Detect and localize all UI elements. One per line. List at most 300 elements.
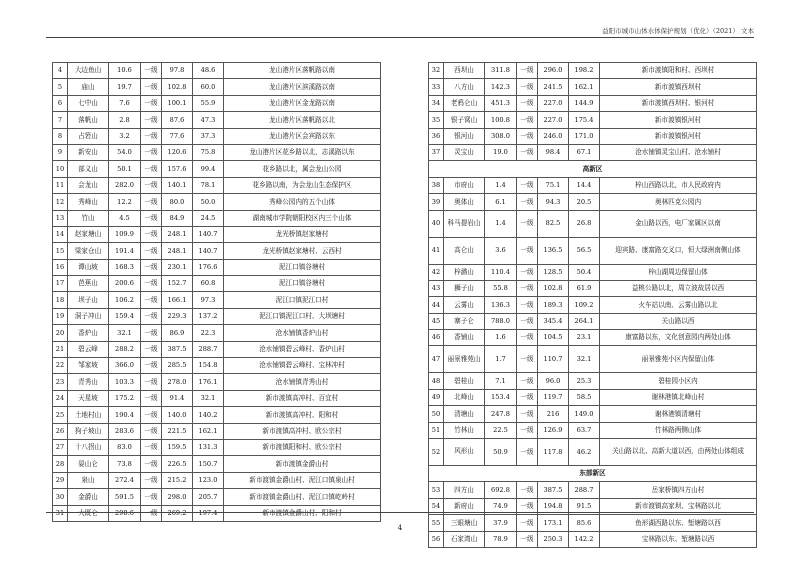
cell-no: 13: [53, 210, 68, 226]
cell-relief: 264.1: [569, 313, 600, 329]
cell-area: 110.4: [485, 264, 517, 280]
cell-name: 竹山: [68, 210, 109, 226]
cell-level: 一级: [517, 531, 538, 547]
mountain-table-right: [428, 62, 757, 548]
cell-relief: 58.5: [569, 389, 600, 405]
cell-level: 一级: [141, 194, 162, 210]
cell-peak: 227.0: [538, 112, 569, 128]
cell-relief: 25.3: [569, 373, 600, 389]
cell-peak: 296.0: [538, 63, 569, 79]
table-row: [429, 297, 757, 313]
cell-relief: 123.0: [193, 472, 224, 488]
cell-name: 香炉山: [68, 325, 109, 341]
table-row: [53, 489, 381, 505]
cell-area: 73.8: [109, 456, 141, 472]
cell-peak: 248.1: [162, 243, 193, 259]
cell-level: 一级: [141, 456, 162, 472]
cell-location: 新市渡镇金爵山村: [224, 456, 381, 472]
table-row: [429, 194, 757, 210]
cell-location: 秀峰公园内的五个山体: [224, 194, 381, 210]
cell-area: 153.4: [485, 389, 517, 405]
cell-peak: 91.4: [162, 390, 193, 406]
table-row: [53, 128, 381, 144]
cell-relief: 22.3: [193, 325, 224, 341]
table-row: [53, 210, 381, 226]
cell-name: 秀峰山: [68, 194, 109, 210]
cell-no: 22: [53, 358, 68, 374]
cell-name: 梁家仓山: [68, 243, 109, 259]
cell-name: 落帆山: [68, 112, 109, 128]
cell-peak: 194.8: [538, 498, 569, 514]
cell-location: 新市渡镇阳和村、西坝村: [600, 63, 757, 79]
cell-relief: 56.5: [569, 237, 600, 264]
cell-level: 一级: [517, 264, 538, 280]
cell-location: 新市渡镇阳和村、欧公宗村: [224, 439, 381, 455]
cell-relief: 78.1: [193, 177, 224, 193]
cell-location: 龙山港片区落帆路以南: [224, 63, 381, 79]
cell-relief: 32.1: [569, 346, 600, 373]
cell-no: 30: [53, 489, 68, 505]
cell-area: 311.8: [485, 63, 517, 79]
table-row: [53, 243, 381, 259]
cell-area: 788.0: [485, 313, 517, 329]
cell-peak: 119.7: [538, 389, 569, 405]
cell-name: 洞子冲山: [68, 308, 109, 324]
page-header: 益阳市城市山体水体保护规划（优化）（2021） 文本: [602, 27, 754, 35]
cell-level: 一级: [517, 346, 538, 373]
table-row: [53, 456, 381, 472]
cell-relief: 137.2: [193, 308, 224, 324]
table-row: [429, 406, 757, 422]
cell-area: 83.0: [109, 439, 141, 455]
cell-location: 沧水铺镇香炉山村: [224, 325, 381, 341]
cell-level: 一级: [141, 308, 162, 324]
cell-relief: 91.5: [569, 498, 600, 514]
cell-level: 一级: [517, 406, 538, 422]
cell-location: 竹林路两侧山体: [600, 422, 757, 438]
cell-area: 19.0: [485, 144, 517, 160]
cell-no: 9: [53, 144, 68, 160]
cell-location: 沧水铺镇碧云峰村、香炉山村: [224, 341, 381, 357]
cell-no: 45: [429, 313, 444, 329]
cell-level: 一级: [517, 63, 538, 79]
cell-name: 老鸦仑山: [444, 95, 485, 111]
cell-area: 37.9: [485, 515, 517, 531]
cell-area: 272.4: [109, 472, 141, 488]
cell-name: 四方山: [444, 482, 485, 498]
cell-peak: 250.3: [538, 531, 569, 547]
cell-area: 136.3: [485, 297, 517, 313]
mountain-table-left: [52, 62, 381, 522]
cell-relief: 144.9: [569, 95, 600, 111]
cell-no: 41: [429, 237, 444, 264]
table-row: [429, 482, 757, 498]
cell-name: 庙山: [68, 79, 109, 95]
cell-no: 20: [53, 325, 68, 341]
cell-relief: 67.1: [569, 144, 600, 160]
table-row: [53, 325, 381, 341]
table-row: [53, 358, 381, 374]
cell-peak: 152.7: [162, 276, 193, 292]
cell-location: 岳家桥镇四方山村: [600, 482, 757, 498]
cell-area: 3.2: [109, 128, 141, 144]
cell-name: 北峰山: [444, 389, 485, 405]
cell-location: 泥江口镇谷塘村: [224, 259, 381, 275]
cell-location: 新市渡镇高冲村、欧公宗村: [224, 423, 381, 439]
cell-relief: 140.2: [193, 407, 224, 423]
cell-level: 一级: [517, 373, 538, 389]
cell-no: 27: [53, 439, 68, 455]
cell-name: 西坝山: [444, 63, 485, 79]
cell-area: 55.8: [485, 280, 517, 296]
cell-area: 282.0: [109, 177, 141, 193]
cell-relief: 75.8: [193, 144, 224, 160]
table-row: [53, 374, 381, 390]
cell-location: 宝林路以东、堑塘路以西: [600, 531, 757, 547]
table-row: [53, 226, 381, 242]
cell-location: 新市渡镇银河村: [600, 128, 757, 144]
cell-relief: 162.1: [569, 79, 600, 95]
cell-level: 一级: [517, 498, 538, 514]
header-divider: [46, 37, 754, 38]
cell-peak: 229.3: [162, 308, 193, 324]
cell-level: 一级: [141, 226, 162, 242]
cell-relief: 55.9: [193, 95, 224, 111]
cell-location: 益桃公路以北，周立波故居以西: [600, 280, 757, 296]
cell-level: 一级: [517, 112, 538, 128]
cell-relief: 46.2: [569, 439, 600, 466]
cell-level: 一级: [141, 472, 162, 488]
table-row: [429, 346, 757, 373]
cell-level: 一级: [141, 325, 162, 341]
table-row: [53, 63, 381, 79]
cell-area: 109.9: [109, 226, 141, 242]
cell-name: 赵家塘山: [68, 226, 109, 242]
table-row: [53, 177, 381, 193]
cell-peak: 157.6: [162, 161, 193, 177]
cell-no: 23: [53, 374, 68, 390]
cell-peak: 102.8: [538, 280, 569, 296]
cell-area: 366.0: [109, 358, 141, 374]
cell-name: 金爵山: [68, 489, 109, 505]
table-row: [53, 390, 381, 406]
cell-peak: 216: [538, 406, 569, 422]
cell-no: 4: [53, 63, 68, 79]
table-row: [53, 308, 381, 324]
cell-relief: 37.3: [193, 128, 224, 144]
cell-location: 新市渡镇高家坝、宝林路以北: [600, 498, 757, 514]
cell-level: 一级: [141, 161, 162, 177]
cell-relief: 140.7: [193, 243, 224, 259]
cell-no: 12: [53, 194, 68, 210]
cell-location: 沧水铺镇青秀山村: [224, 374, 381, 390]
table-row: [429, 313, 757, 329]
cell-relief: 288.7: [193, 341, 224, 357]
cell-level: 一级: [141, 112, 162, 128]
cell-name: 科马提岩山: [444, 210, 485, 237]
cell-relief: 47.3: [193, 112, 224, 128]
cell-no: 6: [53, 95, 68, 111]
cell-name: 新府山: [444, 498, 485, 514]
cell-area: 168.3: [109, 259, 141, 275]
table-row: [429, 128, 757, 144]
cell-location: 花乡路以北，属会龙山公园: [224, 161, 381, 177]
cell-level: 一级: [517, 389, 538, 405]
cell-area: 4.5: [109, 210, 141, 226]
cell-location: 关山路以北、高新大道以西，由两处山体组成: [600, 439, 757, 466]
cell-level: 一级: [141, 259, 162, 275]
cell-location: 泥江口镇谷塘村: [224, 276, 381, 292]
cell-peak: 189.3: [538, 297, 569, 313]
cell-location: 龙山港片区花乡路以北，志溪路以东: [224, 144, 381, 160]
cell-peak: 246.0: [538, 128, 569, 144]
cell-level: 一级: [141, 505, 162, 521]
cell-level: 一级: [141, 79, 162, 95]
table-row: [53, 505, 381, 521]
cell-no: 31: [53, 505, 68, 521]
table-row: [429, 63, 757, 79]
table-row: [429, 280, 757, 296]
cell-name: 占箬山: [68, 128, 109, 144]
cell-name: 高仑山: [444, 237, 485, 264]
cell-relief: 288.7: [569, 482, 600, 498]
cell-location: 谢林港镇清塘村: [600, 406, 757, 422]
cell-name: 邹家坡: [68, 358, 109, 374]
cell-level: 一级: [141, 177, 162, 193]
cell-peak: 82.5: [538, 210, 569, 237]
cell-relief: 32.1: [193, 390, 224, 406]
cell-relief: 171.0: [569, 128, 600, 144]
cell-location: 泥江口镇泥江口村、大坝塘村: [224, 308, 381, 324]
cell-no: 15: [53, 243, 68, 259]
cell-area: 106.2: [109, 292, 141, 308]
cell-relief: 131.3: [193, 439, 224, 455]
table-row: [429, 264, 757, 280]
cell-peak: 87.6: [162, 112, 193, 128]
cell-level: 一级: [517, 237, 538, 264]
cell-location: 碧桂园小区内: [600, 373, 757, 389]
cell-peak: 136.5: [538, 237, 569, 264]
cell-peak: 102.8: [162, 79, 193, 95]
cell-no: 7: [53, 112, 68, 128]
cell-peak: 140.1: [162, 177, 193, 193]
mountain-table-left-body: [53, 63, 381, 522]
cell-relief: 50.0: [193, 194, 224, 210]
cell-area: 7.1: [485, 373, 517, 389]
cell-no: 46: [429, 330, 444, 346]
cell-location: 沧水铺镇碧云峰村、宝林冲村: [224, 358, 381, 374]
cell-relief: 24.5: [193, 210, 224, 226]
cell-name: 大既仑: [68, 505, 109, 521]
table-row: [429, 177, 757, 193]
cell-relief: 205.7: [193, 489, 224, 505]
cell-location: 龙山港片区落帆路以北: [224, 112, 381, 128]
cell-name: 谭山坡: [68, 259, 109, 275]
cell-level: 一级: [517, 297, 538, 313]
cell-no: 54: [429, 498, 444, 514]
cell-no: 34: [429, 95, 444, 111]
cell-relief: 23.1: [569, 330, 600, 346]
district-heading-gaoxin: 高新区: [429, 161, 757, 177]
cell-level: 一级: [517, 313, 538, 329]
cell-relief: 26.8: [569, 210, 600, 237]
cell-relief: 85.6: [569, 515, 600, 531]
cell-name: 竹林山: [444, 422, 485, 438]
cell-location: 新市渡镇金爵山村、阳和村: [224, 505, 381, 521]
cell-no: 50: [429, 406, 444, 422]
table-row: [429, 210, 757, 237]
cell-no: 26: [53, 423, 68, 439]
cell-relief: 97.3: [193, 292, 224, 308]
cell-level: 一级: [141, 276, 162, 292]
cell-no: 42: [429, 264, 444, 280]
cell-level: 一级: [517, 128, 538, 144]
cell-level: 一级: [517, 95, 538, 111]
cell-area: 247.8: [485, 406, 517, 422]
cell-area: 190.4: [109, 407, 141, 423]
table-row: [429, 95, 757, 111]
table-row: [429, 439, 757, 466]
cell-peak: 97.8: [162, 63, 193, 79]
cell-no: 33: [429, 79, 444, 95]
cell-area: 22.5: [485, 422, 517, 438]
cell-no: 39: [429, 194, 444, 210]
table-row: [53, 194, 381, 210]
cell-name: 狮子山: [444, 280, 485, 296]
cell-no: 35: [429, 112, 444, 128]
cell-no: 19: [53, 308, 68, 324]
cell-no: 37: [429, 144, 444, 160]
cell-level: 一级: [517, 144, 538, 160]
cell-name: 清塘山: [444, 406, 485, 422]
cell-level: 一级: [517, 210, 538, 237]
cell-relief: 20.5: [569, 194, 600, 210]
cell-peak: 285.5: [162, 358, 193, 374]
cell-level: 一级: [141, 374, 162, 390]
cell-peak: 278.0: [162, 374, 193, 390]
cell-no: 38: [429, 177, 444, 193]
cell-name: 七中山: [68, 95, 109, 111]
cell-location: 湖南城市学院朝阳校区内三个山体: [224, 210, 381, 226]
cell-location: 新市渡镇银河村: [600, 112, 757, 128]
cell-location: 鱼形湖西路以东、堑塘路以西: [600, 515, 757, 531]
cell-name: 会龙山: [68, 177, 109, 193]
cell-location: 新市渡镇高冲村、百宜村: [224, 390, 381, 406]
cell-area: 308.0: [485, 128, 517, 144]
table-row: [429, 144, 757, 160]
table-row: [429, 79, 757, 95]
cell-level: 一级: [141, 243, 162, 259]
cell-no: 36: [429, 128, 444, 144]
cell-no: 52: [429, 439, 444, 466]
cell-no: 55: [429, 515, 444, 531]
cell-no: 53: [429, 482, 444, 498]
cell-no: 51: [429, 422, 444, 438]
cell-peak: 159.5: [162, 439, 193, 455]
footer-divider: [46, 512, 754, 513]
cell-location: 奥林匹克公园内: [600, 194, 757, 210]
cell-location: 梓山西路以北，市人民政府内: [600, 177, 757, 193]
cell-location: 迎宾路、康富路交叉口，恒大绿洲南侧山体: [600, 237, 757, 264]
cell-area: 74.9: [485, 498, 517, 514]
cell-level: 一级: [517, 280, 538, 296]
cell-no: 25: [53, 407, 68, 423]
cell-relief: 149.0: [569, 406, 600, 422]
cell-peak: 94.3: [538, 194, 569, 210]
cell-relief: 154.8: [193, 358, 224, 374]
cell-peak: 215.2: [162, 472, 193, 488]
cell-peak: 140.0: [162, 407, 193, 423]
cell-level: 一级: [517, 422, 538, 438]
cell-level: 一级: [141, 390, 162, 406]
cell-area: 6.1: [485, 194, 517, 210]
cell-level: 一级: [141, 128, 162, 144]
cell-location: 新市渡镇西坝村、银河村: [600, 95, 757, 111]
cell-peak: 128.5: [538, 264, 569, 280]
cell-level: 一级: [517, 79, 538, 95]
table-row: [53, 341, 381, 357]
table-row: [53, 161, 381, 177]
cell-name: 丽景雅苑山: [444, 346, 485, 373]
table-row: [429, 112, 757, 128]
cell-area: 12.2: [109, 194, 141, 210]
cell-name: 三眼塘山: [444, 515, 485, 531]
cell-no: 49: [429, 389, 444, 405]
cell-location: 新市渡镇金爵山村、泥江口镇泉山村: [224, 472, 381, 488]
table-row: [53, 472, 381, 488]
cell-area: 7.6: [109, 95, 141, 111]
table-row: [53, 79, 381, 95]
cell-area: 175.2: [109, 390, 141, 406]
table-row: [53, 112, 381, 128]
cell-relief: 14.4: [569, 177, 600, 193]
cell-peak: 110.7: [538, 346, 569, 373]
cell-level: 一级: [517, 439, 538, 466]
cell-location: 丽景雅苑小区内保留山体: [600, 346, 757, 373]
table-row: [53, 259, 381, 275]
cell-no: 18: [53, 292, 68, 308]
cell-level: 一级: [141, 423, 162, 439]
cell-peak: 84.9: [162, 210, 193, 226]
cell-peak: 241.5: [538, 79, 569, 95]
cell-relief: 48.6: [193, 63, 224, 79]
cell-no: 14: [53, 226, 68, 242]
table-row: [429, 330, 757, 346]
cell-no: 40: [429, 210, 444, 237]
table-row: [53, 95, 381, 111]
cell-peak: 120.6: [162, 144, 193, 160]
cell-area: 54.0: [109, 144, 141, 160]
cell-relief: 63.7: [569, 422, 600, 438]
cell-no: 43: [429, 280, 444, 296]
cell-relief: 60.0: [193, 79, 224, 95]
cell-peak: 104.5: [538, 330, 569, 346]
cell-area: 200.6: [109, 276, 141, 292]
cell-location: 龙山港片区滨溪路以南: [224, 79, 381, 95]
cell-name: 芭蕉山: [68, 276, 109, 292]
cell-location: 龙山港片区金龙路以南: [224, 95, 381, 111]
cell-area: 2.8: [109, 112, 141, 128]
cell-area: 1.4: [485, 177, 517, 193]
cell-no: 28: [53, 456, 68, 472]
cell-area: 142.3: [485, 79, 517, 95]
cell-peak: 221.5: [162, 423, 193, 439]
cell-location: 新市渡镇西坝村: [600, 79, 757, 95]
cell-no: 48: [429, 373, 444, 389]
cell-no: 24: [53, 390, 68, 406]
table-row: [53, 423, 381, 439]
cell-level: 一级: [141, 341, 162, 357]
